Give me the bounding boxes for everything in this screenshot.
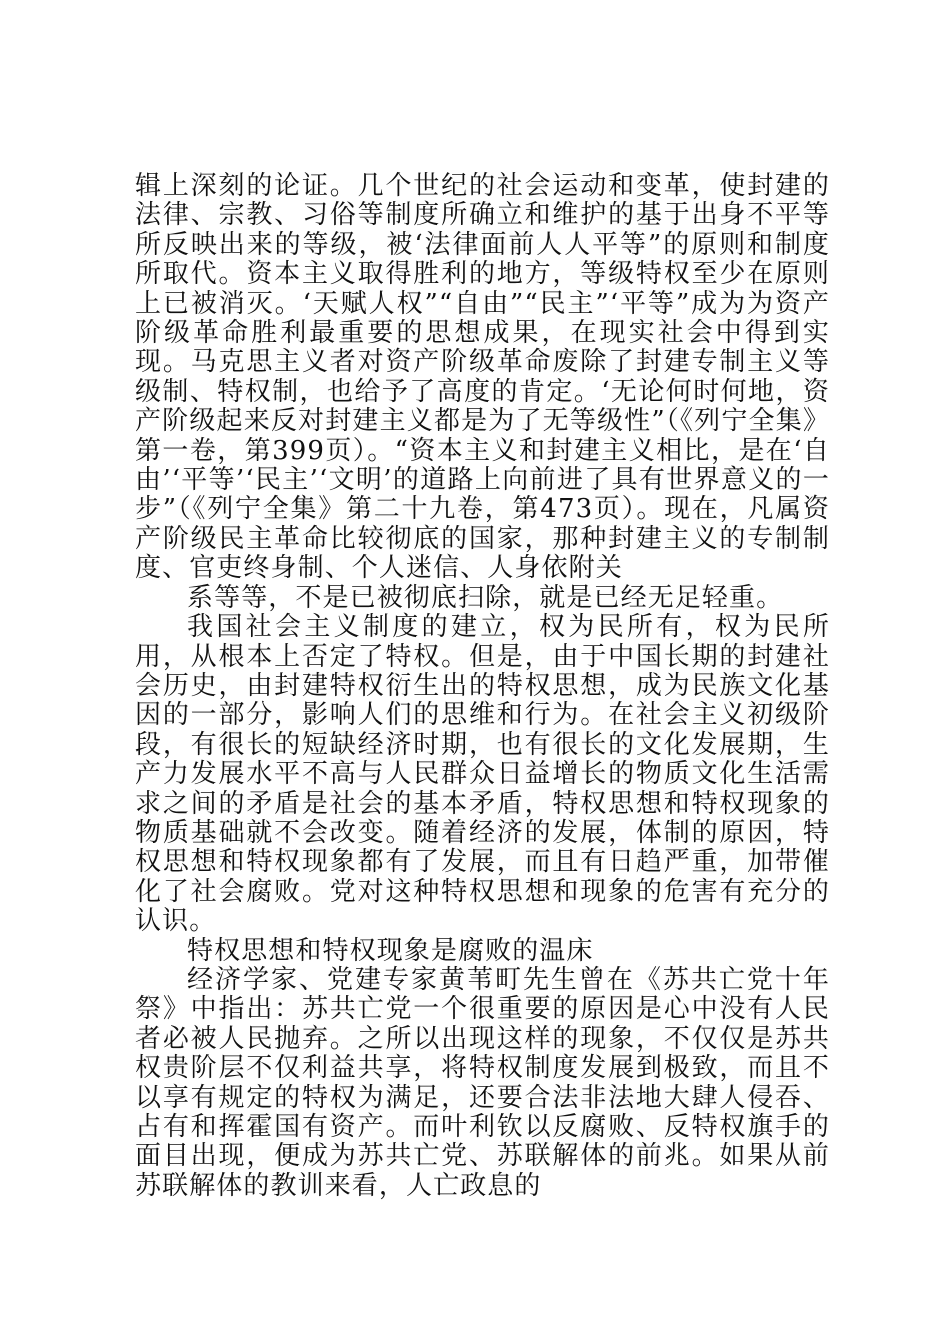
paragraph-soviet-lesson: 经济学家、党建专家黄苇町先生曾在《苏共亡党十年祭》中指出：苏共亡党一个很重要的原因是心中没有人民者必被人民抛弃。之所以出现这样的现象，不仅仅是苏共权贵阶层不仅利益共享，将特权制度发展到极致，而且不以享有规定的特权为满足，还要合法非法地大肆人侵吞、占有和挥霍国有资产。而叶利钦以反腐败、反特权旗手的面目出现，便成为苏共亡党、苏联解体的前兆。如果从前苏联解体的教训来看，人亡政息的 [135, 964, 830, 1201]
section-heading: 特权思想和特权现象是腐败的温床 [187, 935, 594, 966]
paragraph-continuation-tail: 系等等，不是已被彻底扫除，就是已经无足轻重。 [187, 582, 784, 613]
paragraph-continuation: 辑上深刻的论证。几个世纪的社会运动和变革，使封建的法律、宗教、习俗等制度所确立和维护的基于出身不平等所反映出来的等级，被‘法律面前人人平等”的原则和制度所取代。资本主义取得胜利的地方，等级特权至少在原则上已被消灭。‘天赋人权”“自由”“民主”‘平等”成为为资产阶级革命胜利最重要的思想成果，在现实社会中得到实现。马克思主义者对资产阶级革命废除了封建专制主义等级制、特权制，也给予了高度的肯定。‘无论何时何地，资产阶级起来反对封建主义都是为了无等级性”（《列宁全集》第一卷，第399页）。“资本主义和封建主义相比，是在‘自由’‘平等’‘民主’‘文明’的道路上向前进了具有世界意义的一步”（《列宁全集》第二十九卷，第473页）。现在，凡属资产阶级民主革命比较彻底的国家，那种封建主义的专制制度、官吏终身制、个人迷信、人身依附关 [135, 171, 830, 584]
paragraph-socialism: 我国社会主义制度的建立，权为民所有，权为民所用，从根本上否定了特权。但是，由于中国长期的封建社会历史，由封建特权衍生出的特权思想，成为民族文化基因的一部分，影响人们的思维和行为。在社会主义初级阶段，有很长的短缺经济时期，也有很长的文化发展期，生产力发展水平不高与人民群众日益增长的物质文化生活需求之间的矛盾是社会的基本矛盾，特权思想和特权现象的物质基础就不会改变。随着经济的发展，体制的原因，特权思想和特权现象都有了发展，而且有日趋严重，加带催化了社会腐败。党对这种特权思想和现象的危害有充分的认识。 [135, 612, 830, 937]
document-body [135, 172, 830, 1201]
